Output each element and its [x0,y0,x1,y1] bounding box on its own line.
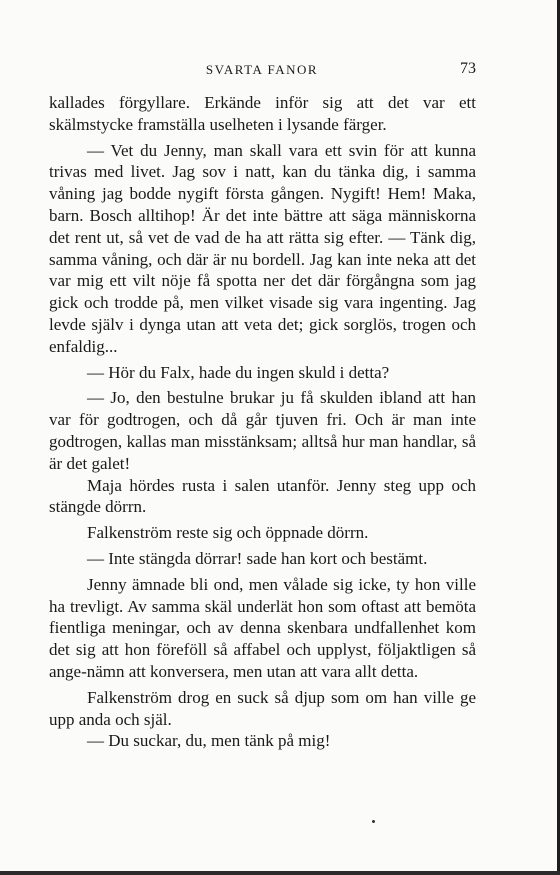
running-title: SVARTA FANOR [205,62,319,77]
paragraph: kallades förgyllare. Erkände inför sig att det var ett skälmstycke framställa uselheten i lysande färger. [49,93,476,134]
paragraph: Jenny ämnade bli ond, men vålade sig icke, ty hon ville ha trevligt. Av samma skäl underlät hon som oftast att bemöta fientliga meningar, och av denna skenbara undfallenhet kom det sig att hon föreföll så affabel och upplyst, följaktligen så ange-nämn att konversera, men utan att vara allt detta. [49,574,476,681]
running-header [48,60,476,80]
page-number: 73 [460,60,476,77]
page-bottom-edge [0,871,560,875]
paragraph: — Vet du Jenny, man skall vara ett svin för att kunna trivas med livet. Jag sov i natt, kan du tänka dig, i samma våning jag bodde nygift första gången. Nygift! Hem! Maka, barn. Bosch alltihop! Är det inte bättre att säga människorna det rent ut, så vet de vad de ha att rätta sig efter. — Tänk dig, samma våning, och där är nu bordell. Jag kan inte neka att det var mig ett vilt nöje få spotta ner det där förgångna som jag gick och trodde på, men vilket visade sig vara ingenting. Jag levde själv i dynga utan att veta det; gick sorglös, trogen och enfaldig... [49,140,476,356]
paragraph: — Du suckar, du, men tänk på mig! [87,731,331,751]
paragraph: — Jo, den bestulne brukar ju få skulden ibland att han var för godtrogen, och då går tjuven fri. Och är man inte godtrogen, kallas man misstänksam; alltså hur man handlar, så är det galet! [49,388,476,473]
paragraph: Falkenström reste sig och öppnade dörrn. [87,523,369,543]
paragraph: Maja hördes rusta i salen utanför. Jenny steg upp och stängde dörrn. [49,475,476,517]
paragraph: — Hör du Falx, hade du ingen skuld i detta? [87,362,390,382]
paragraph: Falkenström drog en suck så djup som om han ville ge upp anda och själ. [49,687,476,729]
ink-speck [372,820,375,823]
body-text [49,92,476,752]
paragraph: — Inte stängda dörrar! sade han kort och bestämt. [87,548,428,568]
